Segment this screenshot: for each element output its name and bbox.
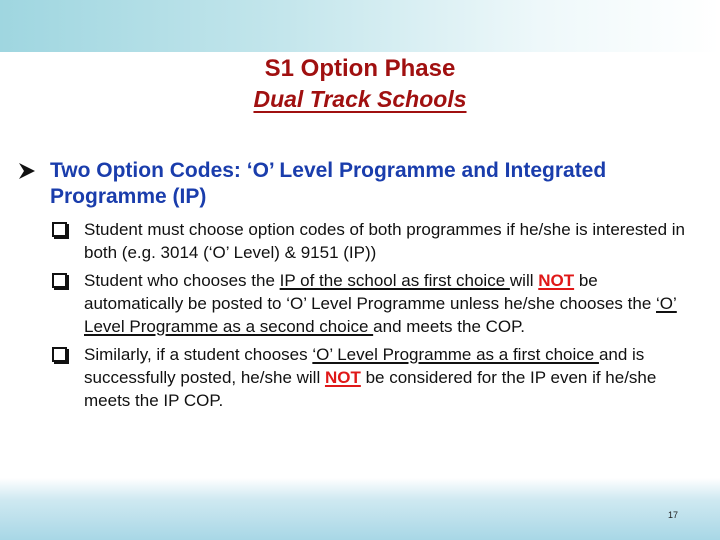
underlined-text: ‘O’ Level Programme as a second choice (84, 294, 677, 336)
bullet-text: be considered for the IP even if he/she meets the IP COP. (84, 368, 657, 410)
not-emphasis: NOT (324, 368, 361, 387)
checkbox-bullet-icon (52, 347, 67, 362)
bullet-text: Student who chooses the (84, 271, 280, 290)
page-number: 17 (668, 510, 679, 520)
bullet-text: and meets the COP. (373, 317, 525, 336)
bullet-text: will (509, 271, 539, 290)
not-emphasis: NOT (538, 271, 575, 290)
bullet-item-3 (50, 343, 700, 412)
bullet-text: Similarly, if a student chooses (84, 345, 313, 364)
bullet-text: and is successfully posted, he/she will (84, 345, 645, 387)
bullet-item-2 (50, 269, 700, 338)
top-decorative-band (0, 0, 720, 52)
checkbox-bullet-icon (52, 273, 67, 288)
slide-title: S1 Option Phase (264, 55, 456, 82)
bullet-text: be automatically be posted to ‘O’ Level Programme unless he/she chooses the (84, 271, 657, 313)
underlined-text: IP of the school as first choice (279, 271, 510, 290)
bullet-list (50, 218, 700, 417)
bullet-text: Student must choose option codes of both programmes if he/she is interested in both (e.g. 3014 (‘O’ Level) & 9151 (IP)) (84, 220, 686, 262)
checkbox-bullet-icon (52, 222, 67, 237)
section-heading: Two Option Codes: ‘O’ Level Programme and Integrated Programme (IP) (50, 159, 607, 208)
bottom-decorative-band (0, 478, 720, 540)
underlined-text: ‘O’ Level Programme as a first choice (312, 345, 599, 364)
arrow-bullet-icon (16, 160, 38, 182)
bullet-item-1 (50, 218, 700, 264)
slide-subtitle: Dual Track Schools (253, 86, 467, 112)
